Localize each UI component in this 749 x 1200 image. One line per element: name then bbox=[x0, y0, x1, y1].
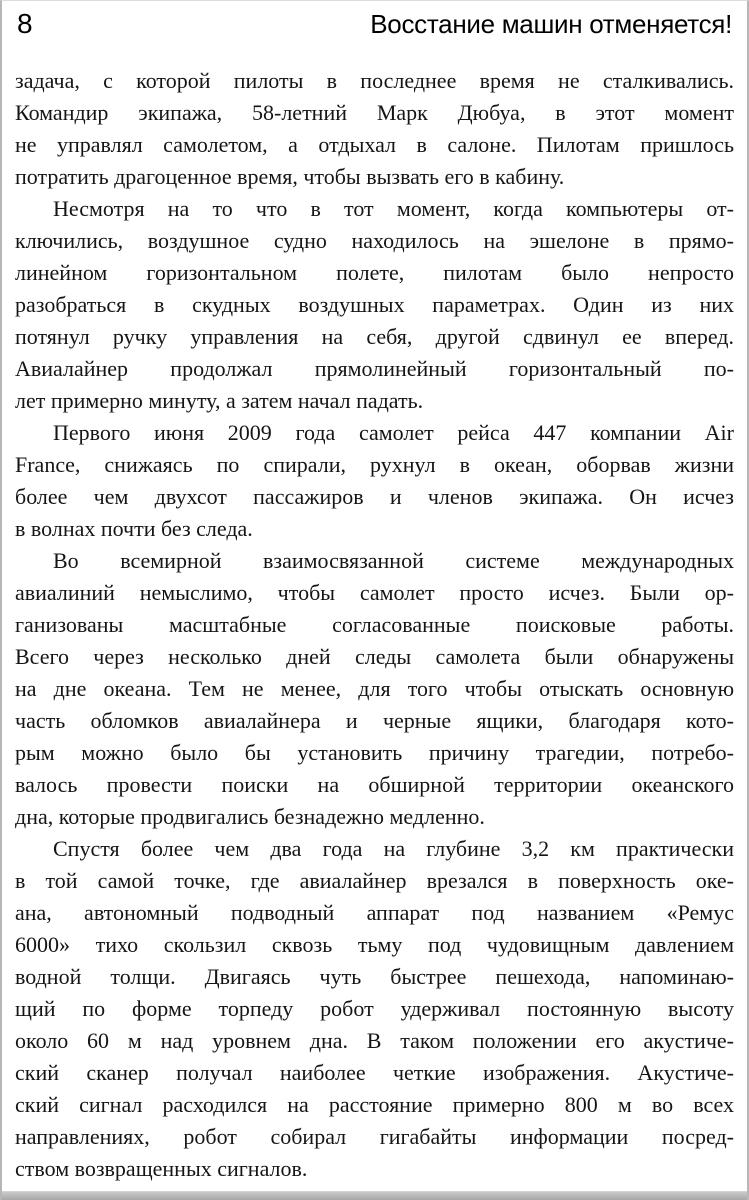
text-line: лет примерно минуту, а затем начал падать. bbox=[15, 388, 424, 413]
text-line: разобраться в скудных воздушных параметрах. Один из них bbox=[15, 292, 734, 317]
text-line: на дне океана. Тем не менее, для того чтобы отыскать основную bbox=[15, 676, 734, 701]
text-line: дна, которые продвигались безнадежно медленно. bbox=[15, 804, 485, 829]
text-line: Несмотря на то что в тот момент, когда компьютеры от- bbox=[53, 196, 734, 221]
text-line: рым можно было бы установить причину трагедии, потребо- bbox=[15, 740, 734, 765]
text-line: щий по форме торпеду робот удерживал постоянную высоту bbox=[15, 996, 734, 1021]
text-line: ключились, воздушное судно находилось на эшелоне в прямо- bbox=[15, 228, 734, 253]
text-line: 6000» тихо скользил сквозь тьму под чудовищным давлением bbox=[15, 932, 734, 957]
text-line: ганизованы масштабные согласованные поисковые работы. bbox=[15, 612, 734, 637]
text-line: направлениях, робот собирал гигабайты информации посред- bbox=[15, 1124, 734, 1149]
text-line: валось провести поиски на обширной территории океанского bbox=[15, 772, 734, 797]
text-line: Авиалайнер продолжал прямолинейный горизонтальный по- bbox=[15, 356, 734, 381]
page-bottom-edge bbox=[2, 1191, 747, 1200]
text-line: Спустя более чем два года на глубине 3,2 км практически bbox=[53, 836, 734, 861]
text-line: задача, с которой пилоты в последнее время не сталкивались. bbox=[15, 68, 734, 93]
text-line: ством возвращенных сигналов. bbox=[15, 1156, 308, 1181]
text-line: часть обломков авиалайнера и черные ящики, благодаря кото- bbox=[15, 708, 734, 733]
text-line: Всего через несколько дней следы самолета были обнаружены bbox=[15, 644, 734, 669]
page-header bbox=[2, 1, 747, 39]
text-line: потянул ручку управления на себя, другой сдвинул ее вперед. bbox=[15, 324, 734, 349]
text-line: около 60 м над уровнем дна. В таком положении его акустиче- bbox=[15, 1028, 734, 1053]
text-line: более чем двухсот пассажиров и членов экипажа. Он исчез bbox=[15, 484, 734, 509]
text-line: линейном горизонтальном полете, пилотам было непросто bbox=[15, 260, 734, 285]
text-line: в волнах почти без следа. bbox=[15, 516, 253, 541]
text-line: France, снижаясь по спирали, рухнул в океан, оборвав жизни bbox=[15, 452, 734, 477]
text-line: водной толщи. Двигаясь чуть быстрее пешехода, напоминаю- bbox=[15, 964, 734, 989]
page-text bbox=[15, 65, 734, 1185]
text-line: Во всемирной взаимосвязанной системе международных bbox=[53, 548, 734, 573]
text-line: в той самой точке, где авиалайнер врезался в поверхность оке- bbox=[15, 868, 734, 893]
text-line: не управлял самолетом, а отдыхал в салоне. Пилотам пришлось bbox=[15, 132, 734, 157]
text-line: авиалиний немыслимо, чтобы самолет просто исчез. Были ор- bbox=[15, 580, 734, 605]
text-line: ана, автономный подводный аппарат под названием «Ремус bbox=[15, 900, 734, 925]
page-number: 8 bbox=[17, 8, 33, 39]
text-line: ский сканер получал наиболее четкие изображения. Акустиче- bbox=[15, 1060, 734, 1085]
running-title: Восстание машин отменяется! bbox=[370, 9, 732, 39]
text-line: Командир экипажа, 58-летний Марк Дюбуа, в этот момент bbox=[15, 100, 734, 125]
text-line: Первого июня 2009 года самолет рейса 447 компании Air bbox=[53, 420, 734, 445]
text-line: потратить драгоценное время, чтобы вызвать его в кабину. bbox=[15, 164, 565, 189]
text-line: ский сигнал расходился на расстояние примерно 800 м во всех bbox=[15, 1092, 734, 1117]
